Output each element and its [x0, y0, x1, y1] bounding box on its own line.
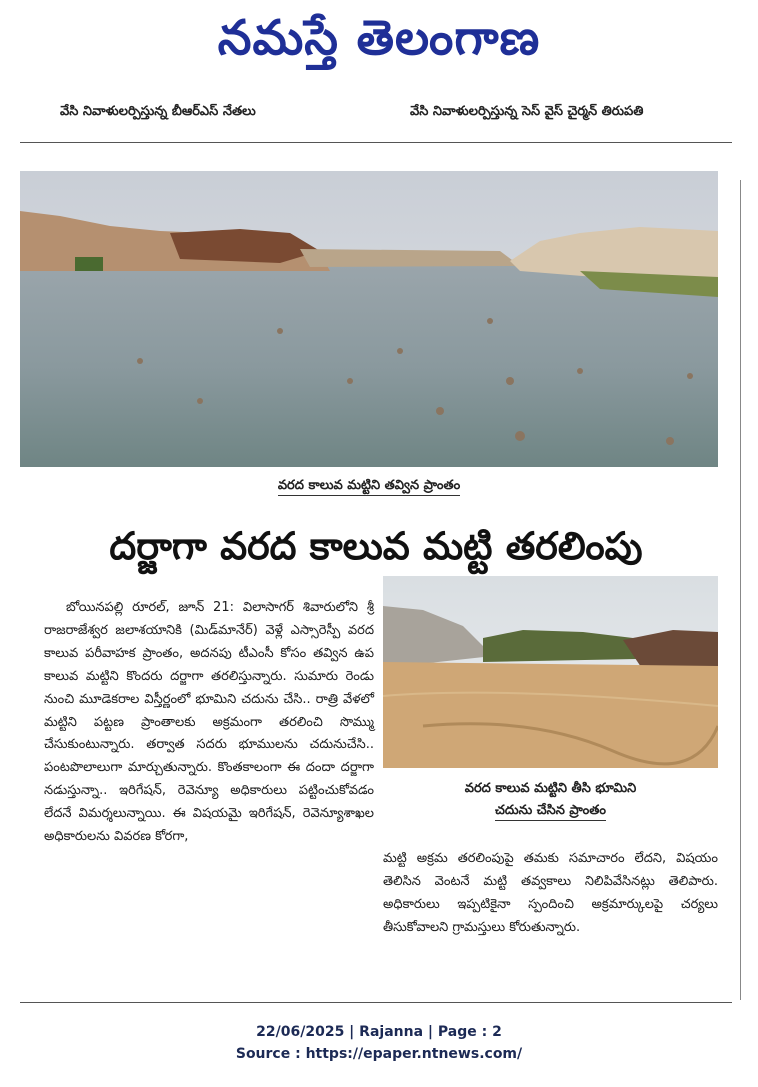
article-body-column2	[383, 848, 718, 940]
footer-source: Source : https://epaper.ntnews.com/	[235, 1046, 523, 1062]
leveled-land-photo	[383, 576, 718, 768]
photo2-caption-line1: వరద కాలువ మట్టిని తీసి భూమిని	[464, 781, 637, 796]
masthead	[0, 0, 758, 82]
photo2-caption-line2: చదును చేసిన ప్రాంతం	[495, 803, 606, 821]
photo1-caption-text: వరద కాలువ మట్టిని తవ్విన ప్రాంతం	[278, 478, 460, 496]
photo1-caption	[20, 478, 718, 496]
bottom-divider	[20, 1002, 732, 1003]
top-divider	[20, 142, 732, 143]
subhead-right: వేసి నివాళులర్పిస్తున్న సెస్ వైస్ చైర్మన్ తిరుపతి	[410, 104, 644, 119]
article-paragraph-1: బోయినపల్లి రూరల్, జూన్ 21: విలాసాగర్ శివారులోని శ్రీ రాజరాజేశ్వర జలాశయానికి (మిడ్‌మానేర్) వెళ్లే ఎస్సారెస్పీ వరద కాలువ పరీవాహక ప్రాంతం, అదనపు టీఎంసీ కోసం తవ్విన ఉప కాలువ మట్టిని కొందరు దర్జాగా తరలిస్తున్నారు. సుమారు రెండు నుంచి మూడెకరాల విస్తీర్ణంలో భూమిని చదును చేసి.. రాత్రి వేళలో మట్టిని పట్టణ ప్రాంతాలకు అక్రమంగా తరలించి సొమ్ము చేసుకుంటున్నారు. తర్వాత సదరు భూములను చదునుచేసి.. పంటపొలాలుగా మార్చుతున్నారు. కొంతకాలంగా ఈ దందా దర్జాగా నడుస్తున్నా.. ఇరిగేషన్, రెవెన్యూ అధికారులు పట్టించుకోవడం లేదనే విమర్శలున్నాయి. ఈ విషయమై ఇరిగేషన్, రెవెన్యూశాఖల అధికారులను వివరణ కోరగా,	[44, 600, 374, 845]
previous-article-captions	[0, 100, 758, 130]
canal-water-photo	[20, 171, 718, 467]
article-body-column1	[44, 597, 374, 849]
subhead-left: వేసి నివాళులర్పిస్తున్న బీఆర్ఎస్ నేతలు	[60, 104, 256, 119]
newspaper-logo: నమస్తే తెలంగాణ	[217, 10, 541, 66]
footer-date-edition: 22/06/2025 | Rajanna | Page : 2	[256, 1024, 502, 1040]
article-headline: దర్జాగా వరద కాలువ మట్టి తరలింపు	[109, 524, 643, 568]
article-paragraph-2: మట్టి అక్రమ తరలింపుపై తమకు సమాచారం లేదని, విషయం తెలిసిన వెంటనే మట్టి తవ్వకాలు నిలిపివేసినట్లు తెలిపారు. అధికారులు ఇప్పటికైనా స్పందించి అక్రమార్కులపై చర్యలు తీసుకోవాలని గ్రామస్తులు కోరుతున్నారు.	[383, 851, 718, 935]
right-column-divider	[740, 180, 741, 1000]
photo2-caption	[383, 778, 718, 822]
